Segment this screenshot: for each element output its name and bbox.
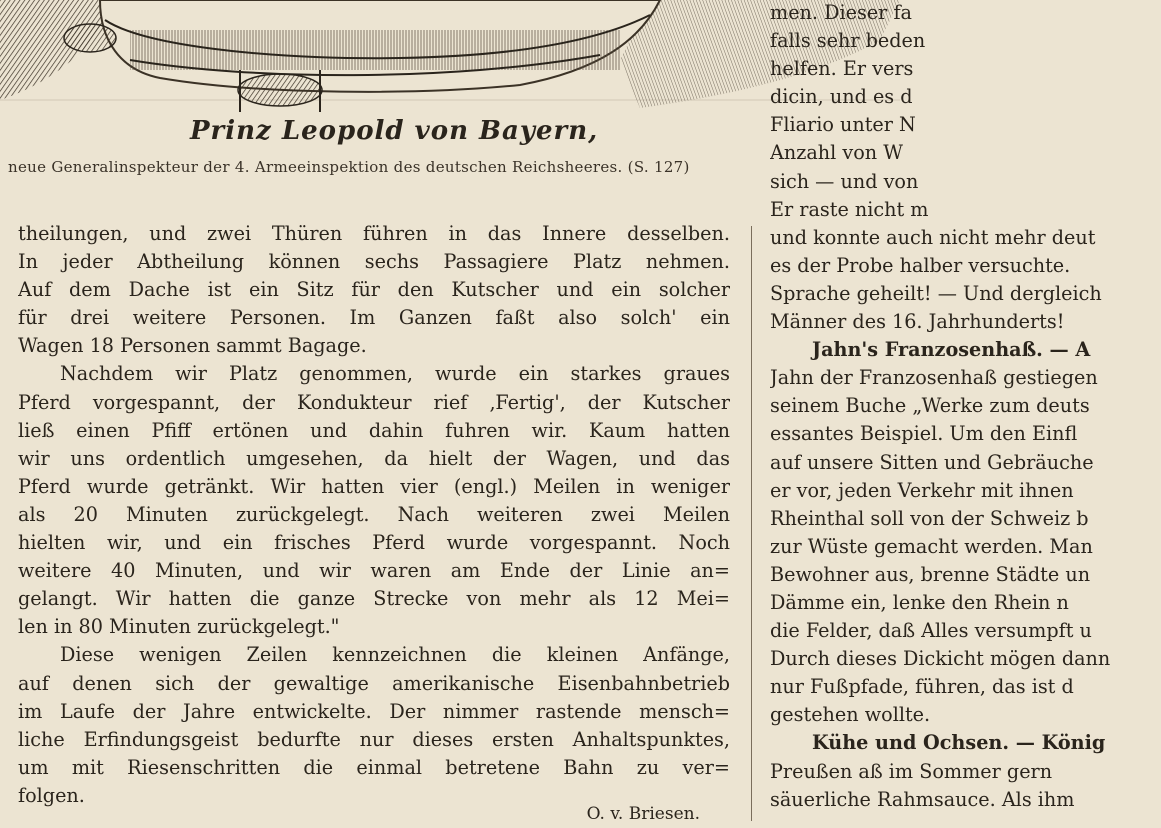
text-line: theilungen, und zwei Thüren führen in das Innere desselben.: [18, 222, 730, 245]
text-line: Jahn der Franzosenhaß gestiegen: [770, 366, 1098, 390]
text-line: Auf dem Dache ist ein Sitz für den Kutscher und ein solcher: [18, 278, 730, 302]
column-divider: [751, 226, 752, 821]
section-heading: Jahn's Franzosenhaß. — A: [812, 338, 1091, 362]
text-line: nur Fußpfade, führen, das ist d: [770, 675, 1074, 699]
text-line: ließ einen Pfiff ertönen und dahin fuhren wir. Kaum hatten: [18, 418, 730, 442]
text-line: len in 80 Minuten zurückgelegt.": [18, 615, 340, 639]
text-line: sich — und von: [770, 169, 919, 193]
text-line: Preußen aß im Sommer gern: [770, 759, 1053, 783]
text-line: men. Dieser fa: [770, 1, 912, 24]
text-line: liche Erfindungsgeist bedurfte nur dieses ersten Anhaltspunktes,: [18, 727, 730, 751]
text-line: Wagen 18 Personen sammt Bagage.: [18, 334, 367, 358]
text-line: und konnte auch nicht mehr deut: [770, 225, 1096, 249]
section-heading: Kühe und Ochsen. — König: [812, 731, 1106, 755]
text-line: Pferd wurde getränkt. Wir hatten vier (engl.) Meilen in weniger: [18, 474, 730, 498]
text-line: Er raste nicht m: [770, 197, 929, 221]
caption-subtitle: neue Generalinspekteur der 4. Armeeinspektion des deutschen Reichsheeres. (S. 127): [8, 158, 690, 176]
text-line: Pferd vorgespannt, der Kondukteur rief ‚Fertig', der Kutscher: [18, 390, 730, 414]
caption-title: Prinz Leopold von Bayern,: [190, 116, 599, 146]
text-line: dicin, und es d: [770, 85, 913, 109]
text-line: für drei weitere Personen. Im Ganzen faßt also solch' ein: [18, 306, 730, 330]
text-line: die Felder, daß Alles versumpft u: [770, 619, 1092, 643]
text-line: auf unsere Sitten und Gebräuche: [770, 450, 1094, 474]
text-line: Rheinthal soll von der Schweiz b: [770, 506, 1089, 530]
right-column: [770, 0, 1161, 814]
text-line: essantes Beispiel. Um den Einfl: [770, 422, 1078, 446]
text-line: er vor, jeden Verkehr mit ihnen: [770, 478, 1074, 502]
text-line: Anzahl von W: [770, 141, 903, 165]
text-line: auf denen sich der gewaltige amerikanische Eisenbahnbetrieb: [18, 671, 730, 695]
text-line: Dämme ein, lenke den Rhein n: [770, 590, 1069, 614]
text-line: Bewohner aus, brenne Städte un: [770, 562, 1091, 586]
text-line: als 20 Minuten zurückgelegt. Nach weiteren zwei Meilen: [18, 502, 730, 526]
text-line: zur Wüste gemacht werden. Man: [770, 534, 1093, 558]
author-signature: O. v. Briesen.: [586, 804, 700, 824]
text-line: säuerliche Rahmsauce. Als ihm: [770, 787, 1075, 811]
text-line: In jeder Abtheilung können sechs Passagiere Platz nehmen.: [18, 250, 730, 274]
text-line: Durch dieses Dickicht mögen dann: [770, 647, 1111, 671]
text-line: seinem Buche „Werke zum deuts: [770, 394, 1090, 418]
text-line: Nachdem wir Platz genommen, wurde ein starkes graues: [60, 362, 730, 386]
left-column: [18, 220, 730, 824]
text-line: gelangt. Wir hatten die ganze Strecke von mehr als 12 Mei=: [18, 587, 730, 611]
text-line: falls sehr beden: [770, 29, 926, 53]
text-line: Diese wenigen Zeilen kennzeichnen die kleinen Anfänge,: [60, 643, 730, 667]
text-line: im Laufe der Jahre entwickelte. Der nimmer rastende mensch=: [18, 699, 730, 723]
text-line: wir uns ordentlich umgesehen, da hielt der Wagen, und das: [18, 446, 730, 470]
text-line: es der Probe halber versuchte.: [770, 253, 1071, 277]
text-line: folgen.: [18, 783, 85, 807]
text-line: Fliario unter N: [770, 113, 916, 137]
text-line: um mit Riesenschritten die einmal betretene Bahn zu ver=: [18, 755, 730, 779]
text-line: gestehen wollte.: [770, 703, 931, 727]
text-line: weitere 40 Minuten, und wir waren am Ende der Linie an=: [18, 559, 730, 583]
text-line: Männer des 16. Jahrhunderts!: [770, 310, 1065, 334]
text-line: Sprache geheilt! — Und dergleich: [770, 281, 1102, 305]
text-line: hielten wir, und ein frisches Pferd wurde vorgespannt. Noch: [18, 531, 730, 555]
engraving-illustration: [0, 0, 900, 112]
text-line: helfen. Er vers: [770, 57, 914, 81]
